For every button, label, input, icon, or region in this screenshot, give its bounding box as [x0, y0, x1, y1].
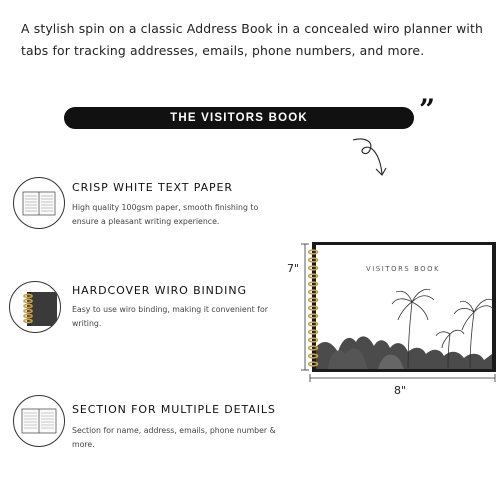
cover-title: VISITORS BOOK: [366, 265, 441, 273]
banner-title: THE VISITORS BOOK: [170, 112, 308, 124]
height-label: 7": [287, 262, 300, 275]
intro-text: A stylish spin on a classic Address Book in a concealed wiro planner with tabs for tracking addresses, emails, phone numbers, and more.: [21, 21, 483, 58]
width-label: 8": [394, 384, 407, 397]
feature-title-binding: HARDCOVER WIRO BINDING: [72, 284, 247, 297]
feature-title-sections: SECTION FOR MULTIPLE DETAILS: [72, 403, 276, 416]
wiro-binding-icon: [9, 281, 61, 333]
feature-title-paper: CRISP WHITE TEXT PAPER: [72, 181, 233, 194]
visitors-book-product: [308, 242, 498, 378]
ruled-page-icon: [13, 395, 65, 447]
feature-desc-sections: Section for name, address, emails, phone number & more.: [72, 426, 276, 449]
title-banner: [64, 107, 414, 129]
feature-desc-binding: Easy to use wiro binding, making it convenient for writing.: [72, 305, 268, 328]
curly-arrow-icon: [350, 136, 394, 182]
open-book-pages-icon: [13, 177, 65, 229]
width-dimension-line: [308, 374, 498, 382]
feature-desc-paper: High quality 100gsm paper, smooth finishing to ensure a pleasant writing experience.: [72, 203, 259, 226]
height-dimension-line: [300, 242, 310, 374]
quote-mark: ”: [419, 93, 436, 126]
